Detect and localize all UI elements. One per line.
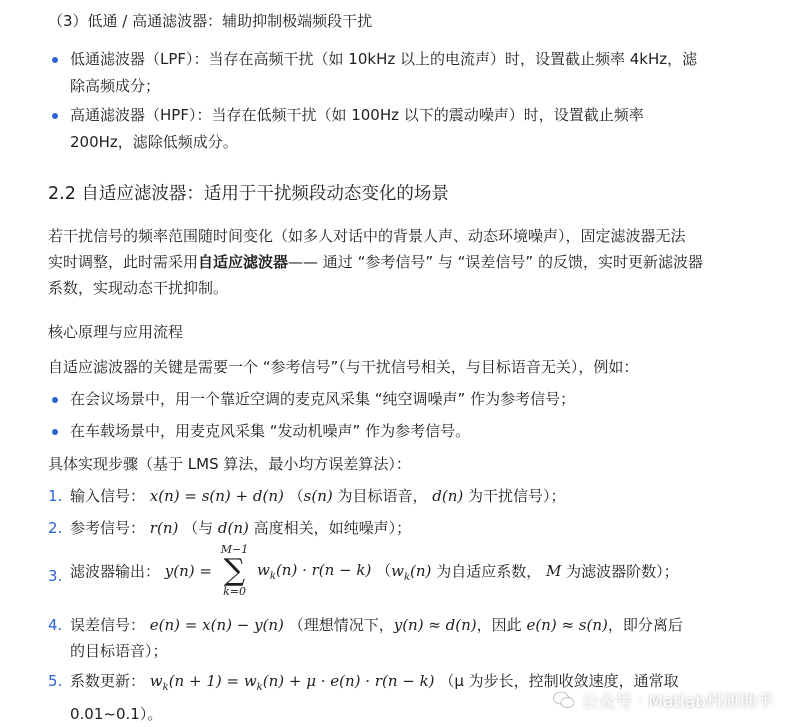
step-2-mid: （与 [183,519,214,537]
step-3-w: $w_k(n)$ [391,561,432,583]
step-3-mid: 为自适应系数， [436,562,542,581]
intro-paragraph [48,223,762,301]
intro-line2-pre: 实时调整，此时需采用 [48,253,199,271]
step-4-t1: （理想情况下， [288,616,394,634]
step-number: 4. [48,616,63,634]
step-4-t3: ，即分离后 [607,616,683,634]
section-2-2-title: 2.2 自适应滤波器：适用于干扰频段动态变化的场景 [48,184,449,204]
intro-bold-term: 自适应滤波器 [198,253,289,271]
step-1-mid: 为目标语音， [337,487,428,505]
step-1-label: 输入信号： [70,487,146,505]
watermark [553,687,774,712]
step-4-f2: y(n) ≈ d(n) [393,616,477,634]
intro-line2-post: —— 通过 “参考信号” 与 “误差信号” 的反馈，实时更新滤波器 [288,253,703,271]
bullet-dot [52,113,58,119]
step-3-lhs: y(n) = [164,562,212,580]
step-2-formula: r(n) [149,519,179,537]
step-3-label: 滤波器输出： [70,562,161,581]
hpf-line1: 高通滤波器（HPF）：当存在低频干扰（如 100Hz 以下的震动噪声）时，设置截止频率 [70,106,644,124]
step-2-d: d(n) [217,519,249,537]
step-4 [70,612,762,664]
section-3-title: （3）低通 / 高通滤波器：辅助抑制极端频段干扰 [48,12,373,30]
core-title: 核心原理与应用流程 [48,323,184,341]
step-number: 2. [48,519,63,537]
watermark-text: 公众号 · Matlab科研助手 [581,692,774,712]
bullet-dot [52,397,58,403]
step-1: 输入信号： x(n) = s(n) + d(n) （s(n) 为目标语音， d(n) 为干扰信号）； [70,487,566,505]
step-4-line2: 的目标语音）； [70,642,168,660]
sum-lower-limit: k=0 [223,585,246,598]
step-2-label: 参考信号： [70,519,146,537]
step-2-end: 高度相关，如纯噪声）； [253,519,412,537]
step-5-label: 系数更新： [70,672,146,690]
example-item-1: 在会议场景中，用一个靠近空调的麦克风采集 “纯空调噪声” 作为参考信号； [70,390,576,408]
steps-intro: 具体实现步骤（基于 LMS 算法，最小均方误差算法）： [48,455,411,473]
step-number: 3. [48,567,63,585]
key-text: 自适应滤波器的关键是需要一个 “参考信号”（与干扰信号相关，与目标语音无关），例如： [48,358,639,376]
step-4-t2: ，因此 [476,616,522,634]
step-3-M: M [546,562,562,580]
intro-line3: 系数，实现动态干扰抑制。 [48,279,229,297]
hpf-item [70,102,750,156]
step-4-f3: e(n) ≈ s(n) [526,616,608,634]
step-3-rhs: $w_k(n) \cdot r(n - k)$ [257,560,372,582]
lpf-line1: 低通滤波器（LPF）：当存在高频干扰（如 10kHz 以上的电流声）时，设置截止频率 4kHz，滤 [70,50,698,68]
step-3: 滤波器输出： y(n) = M−1 ∑ k=0 $w_k(n) \cdot r(n - k)$ （$w_k(n)$ 为自适应系数， M 为滤波器阶数）； [70,543,679,598]
step-1-end: 为干扰信号）； [468,487,566,505]
lpf-line2: 除高频成分； [70,77,161,95]
step-1-d: d(n) [432,487,464,505]
lpf-item [70,46,750,100]
step-1-formula: x(n) = s(n) + d(n) [149,487,284,505]
step-3-end: 为滤波器阶数）； [566,562,679,581]
step-4-label: 误差信号： [70,616,146,634]
step-number: 5. [48,672,63,690]
bullet-dot [52,429,58,435]
sum-upper-limit: M−1 [220,543,249,556]
hpf-line2: 200Hz，滤除低频成分。 [70,133,238,151]
step-5-t1: （μ 为步长，控制收敛速度，通常取 [439,672,679,690]
step-5-line2: 0.01~0.1）。 [70,705,163,723]
step-number: 1. [48,487,63,505]
step-1-s: s(n) [303,487,333,505]
bullet-dot [52,57,58,63]
summation-symbol: M−1 ∑ k=0 [220,543,249,598]
step-4-formula: e(n) = x(n) − y(n) [149,616,284,634]
step-2 [70,515,762,541]
example-item-2: 在车载场景中，用麦克风采集 “发动机噪声” 作为参考信号。 [70,422,471,440]
intro-line2 [48,249,762,275]
step-5-formula: $w_k(n + 1) = w_k(n) + \mu \cdot e(n) \cdot r(n - k)$ [149,672,435,693]
intro-line1: 若干扰信号的频率范围随时间变化（如多人对话中的背景人声、动态环境噪声），固定滤波器无法 [48,227,686,245]
wechat-icon [553,691,575,709]
